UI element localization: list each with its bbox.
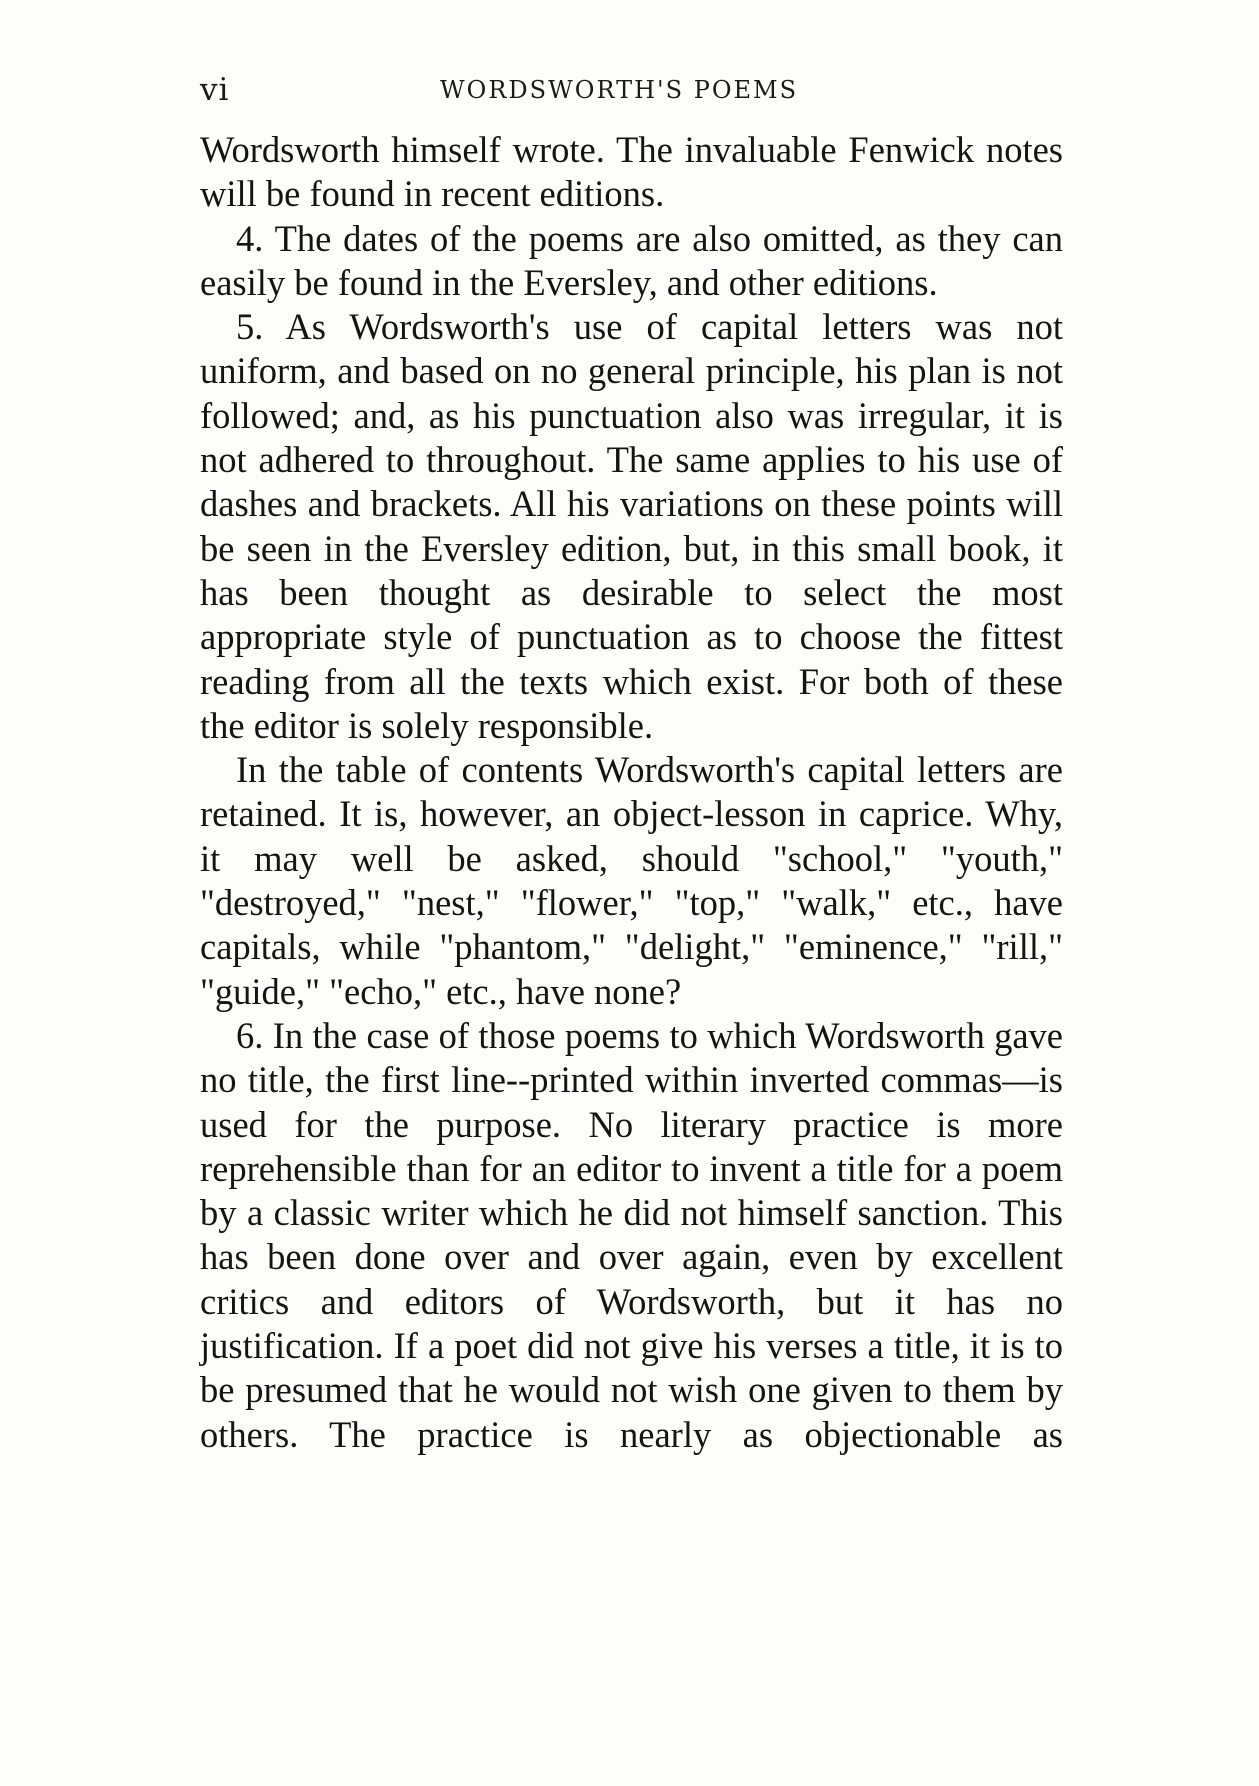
body-text xyxy=(200,128,1063,1457)
paragraph-item-6: 6. In the case of those poems to which Wordsworth gave no title, the first line--printed within inverted commas—is used for the purpose. No literary practice is more reprehensible than for an editor to invent a title for a poem by a classic writer which he did not himself sanction. This has been done over and over again, even by excellent critics and editors of Wordsworth, but it has no justification. If a poet did not give his verses a title, it is to be presumed that he would not wish one given to them by others. The practice is nearly as objectionable as xyxy=(200,1014,1063,1455)
paragraph-item-4: 4. The dates of the poems are also omitted, as they can easily be found in the Eversley, and other editions. xyxy=(200,217,1063,303)
paragraph-item-5: 5. As Wordsworth's use of capital letters was not uniform, and based on no general principle, his plan is not followed; and, as his punctuation also was irregular, it is not adhered to throughout. The same applies to his use of dashes and brackets. All his variations on these points will be seen in the Eversley edition, but, in this small book, it has been thought as desirable to select the most appropriate style of punctuation as to choose the fittest reading from all the texts which exist. For both of these the editor is solely responsible. xyxy=(200,306,1063,746)
page-number: vi xyxy=(200,72,230,108)
page-header xyxy=(200,72,1063,112)
paragraph-table-of-contents: In the table of contents Wordsworth's capital letters are retained. It is, however, an object-lesson in caprice. Why, it may well be asked, should "school," "youth," "destroyed," "nest," "flower," "top," "walk," etc., have capitals, while "phantom," "delight," "eminence," "rill," "guide," "echo," etc., have none? xyxy=(200,749,1063,1012)
paragraph-continuation: Wordsworth himself wrote. The invaluable Fenwick notes will be found in recent editions. xyxy=(200,129,1063,215)
running-title: WORDSWORTH'S POEMS xyxy=(440,76,799,104)
